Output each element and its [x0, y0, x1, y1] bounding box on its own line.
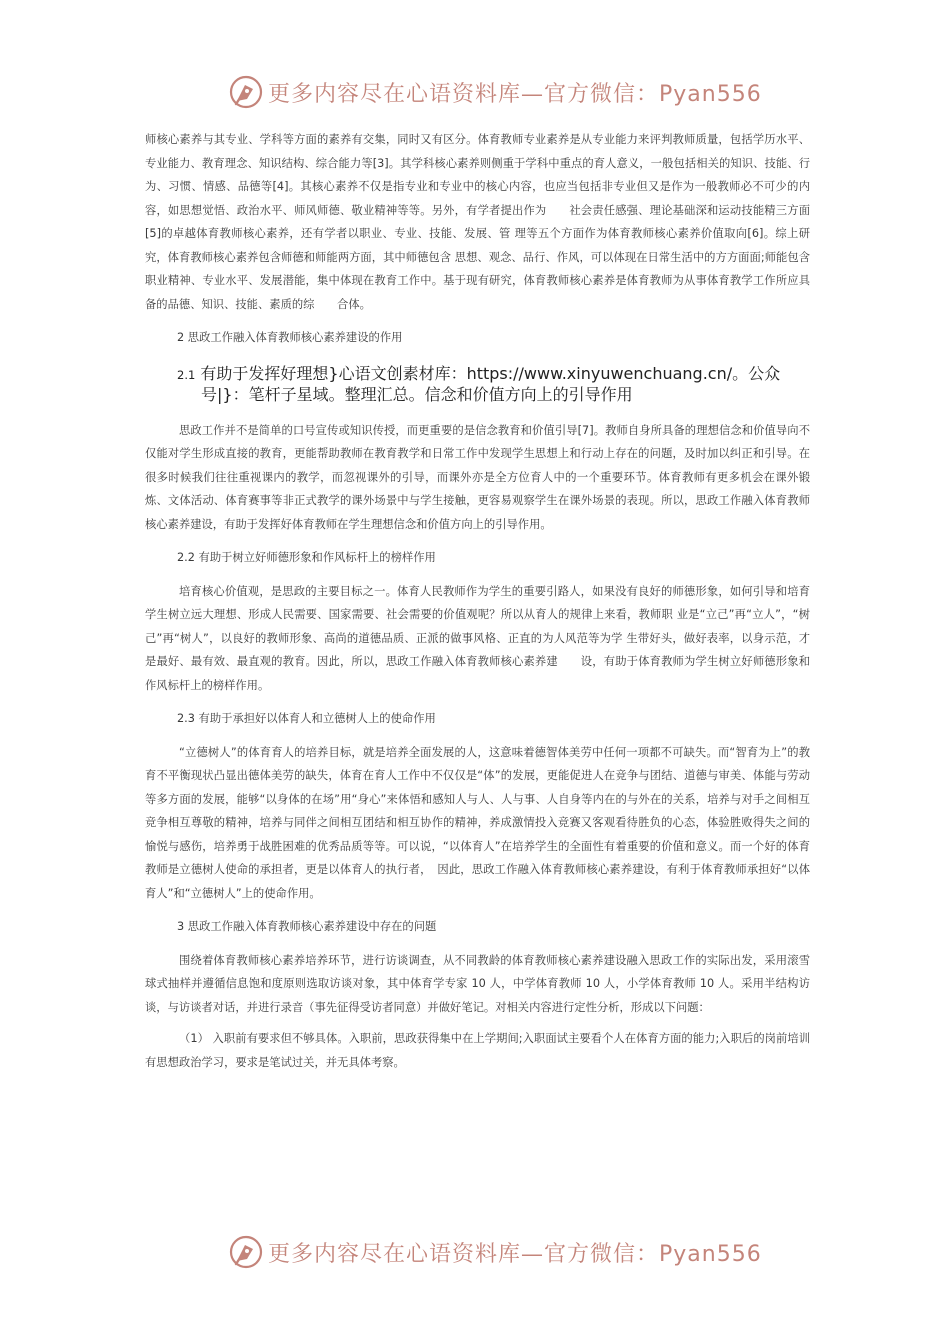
banner-text: 更多内容尽在心语资料库—官方微信：Pyan556	[268, 1241, 762, 1267]
subsection-title: 有助于发挥好理想}心语文创素材库：https://www.xinyuwenchuang.cn/。公众号|}：笔杆子星域。整理汇总。信念和价值方向上的引导作用	[200, 363, 781, 404]
paragraph: 思政工作并不是简单的口号宣传或知识传授，而更重要的是信念教育和价值引导[7]。教师自身所具备的理想信念和价值导向不仅能对学生形成直接的教育，更能帮助教师在教育教学和日常工作中发现学生思想上和行动上存在的问题，及时加以纠正和引导。在很多时候我们往往重视课内的教学，而忽视课外的引导，而课外亦是全方位育人中的一个重要环节。体育教师有更多机会在课外锻炼、文体活动、体育赛事等非正式教学的课外场景中与学生接触，更容易观察学生在课外场景的表现。所以，思政工作融入体育教师核心素养建设，有助于发挥好体育教师在学生理想信念和价值方向上的引导作用。	[145, 423, 810, 531]
paragraph: “立德树人”的体育育人的培养目标，就是培养全面发展的人，这意味着德智体美劳中任何一项都不可缺失。而“智育为上”的教育不平衡现状凸显出德体美劳的缺失，体育在育人工作中不仅仅是“体”的发展，更能促进人在竞争与团结、道德与审美、体能与劳动等多方面的发展，能够“以身体的在场”用“身心”来体悟和感知人与人、人与事、人自身等内在的与外在的关系，培养与对手之间相互竞争相互尊敬的精神，培养与同伴之间相互团结和相互协作的精神，养成激情投入竞赛又客观看待胜负的心态，体验胜败得失之间的愉悦与感伤，培养勇于战胜困难的优秀品质等等。可以说，“以体育人”在培养学生的全面性有着重要的价值和意义。而一个好的体育教师是立德树人使命的承担者，更是以体育人的执行者， 因此，思政工作融入体育教师核心素养建设，有利于体育教师承担好“以体育人”和“立德树人”上的使命作用。	[145, 745, 810, 900]
paragraph: 围绕着体育教师核心素养培养环节，进行访谈调查，从不同教龄的体育教师核心素养建设融入思政工作的实际出发，采用滚雪球式抽样并遵循信息饱和度原则选取访谈对象，其中体育学专家 10 人，中学体育教师 10 人，小学体育教师 10 人。采用半结构访谈，与访谈者对话，并进行录音（事先征得受访者同意）并做好笔记。对相关内容进行定性分析，形成以下问题：	[145, 953, 810, 1014]
banner-wechat-id: Pyan556	[659, 1241, 762, 1267]
banner-text: 更多内容尽在心语资料库—官方微信：Pyan556	[268, 81, 762, 107]
subsection-heading: 2.2 有助于树立好师德形象和作风标杆上的榜样作用	[177, 551, 436, 564]
paragraph: 师核心素养与其专业、学科等方面的素养有交集，同时又有区分。体育教师专业素养是从专业能力来评判教师质量，包括学历水平、专业能力、教育理念、知识结构、综合能力等[3]。其学科核心素养则侧重于学科中重点的育人意义，一般包括相关的知识、技能、行为、习惯、情感、品德等[4]。其核心素养不仅是指专业和专业中的核心内容，也应当包括非专业但又是作为一般教师必不可少的内容，如思想觉悟、政治水平、师风师德、敬业精神等等。另外，有学者提出作为 社会责任感强、理论基础深和运动技能精三方面[5]的卓越体育教师核心素养，还有学者以职业、专业、技能、发展、管 理等五个方面作为体育教师核心素养价值取向[6]。综上研究，体育教师核心素养包含师德和师能两方面，其中师德包含 思想、观念、品行、作风，可以体现在日常生活中的方方面面;师能包含职业精神、专业水平、发展潜能，集中体现在教育工作中。基于现有研究，体育教师核心素养是体育教师为从事体育教学工作所应具备的品德、知识、技能、素质的综 合体。	[145, 133, 810, 311]
pen-nib-logo-icon	[228, 74, 264, 110]
list-item: （1） 入职前有要求但不够具体。入职前，思政获得集中在上学期间;入职面试主要看个人在体育方面的能力;入职后的岗前培训有思想政治学习，要求是笔试过关，并无具体考察。	[145, 1032, 810, 1069]
paragraph: 培育核心价值观，是思政的主要目标之一。体育人民教师作为学生的重要引路人，如果没有良好的师德形象，如何引导和培育学生树立远大理想、形成人民需要、国家需要、社会需要的价值观呢？所以从育人的规律上来看，教师职 业是“立己”再“立人”，“树己”再“树人”，以良好的教师形象、高尚的道德品质、正派的做事风格、正直的为人风范等为学 生带好头，做好表率，以身示范，才是最好、最有效、最直观的教育。因此，所以，思政工作融入体育教师核心素养建 设，有助于体育教师为学生树立好师德形象和作风标杆上的榜样作用。	[145, 584, 810, 692]
subsection-heading: 2.3 有助于承担好以体育人和立德树人上的使命作用	[177, 712, 436, 725]
pen-nib-logo-icon	[228, 1234, 264, 1270]
section-heading: 3 思政工作融入体育教师核心素养建设中存在的问题	[177, 920, 437, 933]
footer-banner	[0, 1232, 950, 1272]
subsection-heading	[177, 364, 810, 405]
section-heading: 2 思政工作融入体育教师核心素养建设的作用	[177, 331, 403, 344]
banner-wechat-id: Pyan556	[659, 81, 762, 107]
subsection-number: 2.1	[177, 367, 196, 382]
header-banner	[0, 72, 950, 112]
document-body	[145, 128, 810, 1074]
